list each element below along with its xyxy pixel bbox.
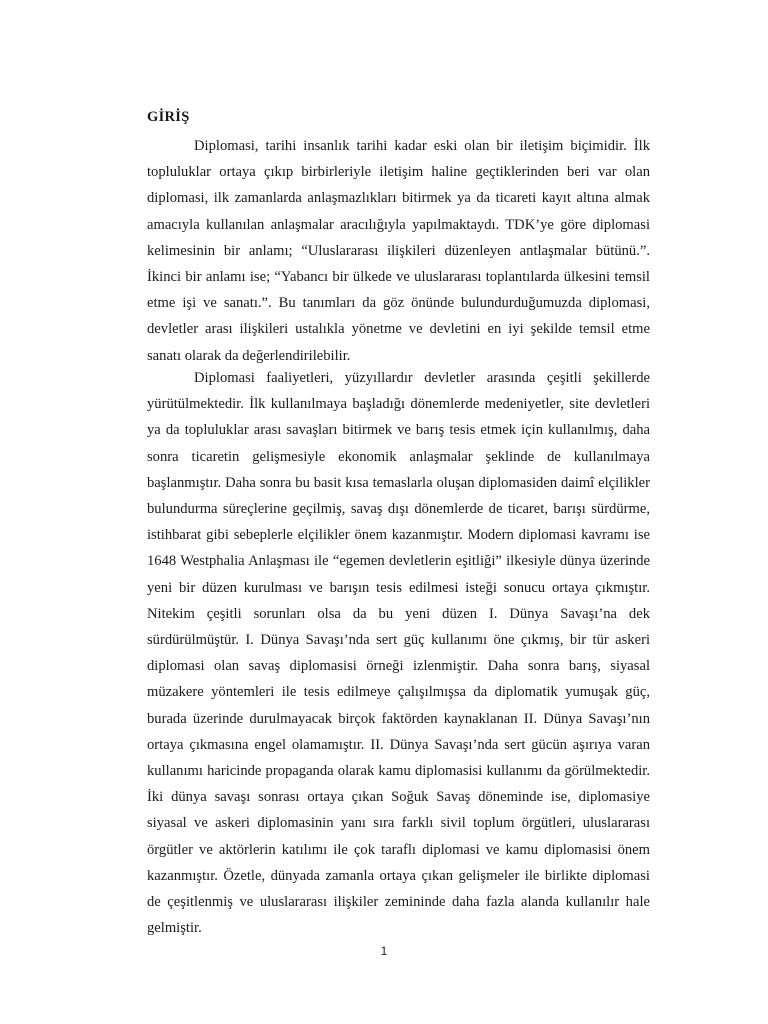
paragraph-2: Diplomasi faaliyetleri, yüzyıllardır devletler arasında çeşitli şekillerde yürütülmektedir. İlk kullanılmaya başladığı dönemlerde medeniyetler, site devletleri ya da topluluklar arası savaşları bitirmek ve barış tesis etmek için kullanılmış, daha sonra ticaretin gelişmesiyle ekonomik anlaşmalar şeklinde de kullanılmaya başlanmıştır. Daha sonra bu basit kısa temaslarla oluşan diplomasiden daimî elçilikler bulundurma süreçlerine geçilmiş, savaş dışı dönemlerde de ticaret, barışı sürdürme, istihbarat gibi sebeplerle elçilikler önem kazanmıştır. Modern diplomasi kavramı ise 1648 Westphalia Anlaşması ile “egemen devletlerin eşitliği” ilkesiyle dünya üzerinde yeni bir düzen kurulması ve barışın tesis edilmesi isteği sonucu ortaya çıkmıştır. Nitekim çeşitli sorunları olsa da bu yeni düzen I. Dünya Savaşı’na dek sürdürülmüştür. I. Dünya Savaşı’nda sert güç kullanımı öne çıkmış, bir tür askeri diplomasi olan savaş diplomasisi örneği izlenmiştir. Daha sonra barış, siyasal müzakere yöntemleri ile tesis edilmeye çalışılmışsa da diplomatik yumuşak güç, burada üzerinde durulmayacak birçok faktörden kaynaklanan II. Dünya Savaşı’nın ortaya çıkmasına engel olamamıştır. II. Dünya Savaşı’nda sert gücün aşırıya varan kullanımı haricinde propaganda olarak kamu diplomasisi kullanımı da görülmektedir. İki dünya savaşı sonrası ortaya çıkan Soğuk Savaş döneminde ise, diplomasiye siyasal ve askeri diplomasinin yanı sıra farklı sivil toplum örgütleri, uluslararası örgütler ve aktörlerin katılımı ile çok taraflı diplomasi ve kamu diplomasisi önem kazanmıştır. Özetle, dünyada zamanla ortaya çıkan gelişmeler ile birlikte diplomasi de çeşitlenmiş ve uluslararası ilişkiler zemininde daha fazla alanda kullanılır hale gelmiştir.: [147, 370, 650, 937]
section-heading: GİRİŞ: [147, 109, 190, 125]
paragraph-1: Diplomasi, tarihi insanlık tarihi kadar eski olan bir iletişim biçimidir. İlk topluluklar ortaya çıkıp birbirleriyle iletişim haline geçtiklerinden beri var olan diplomasi, ilk zamanlarda anlaşmazlıkları bitirmek ya da ticareti kayıt altına almak amacıyla kullanılan anlaşmalar aracılığıyla yapılmaktaydı. TDK’ye göre diplomasi kelimesinin bir anlamı; “Uluslararası ilişkileri düzenleyen antlaşmalar bütünü.”. İkinci bir anlamı ise; “Yabancı bir ülkede ve uluslararası toplantılarda ülkesini temsil etme işi ve sanatı.”. Bu tanımları da göz önünde bulundurduğumuzda diplomasi, devletler arası ilişkileri ustalıkla yönetme ve devletini en iyi şekilde temsil etme sanatı olarak da değerlendirilebilir.: [147, 138, 650, 364]
page-number: 1: [380, 944, 388, 958]
